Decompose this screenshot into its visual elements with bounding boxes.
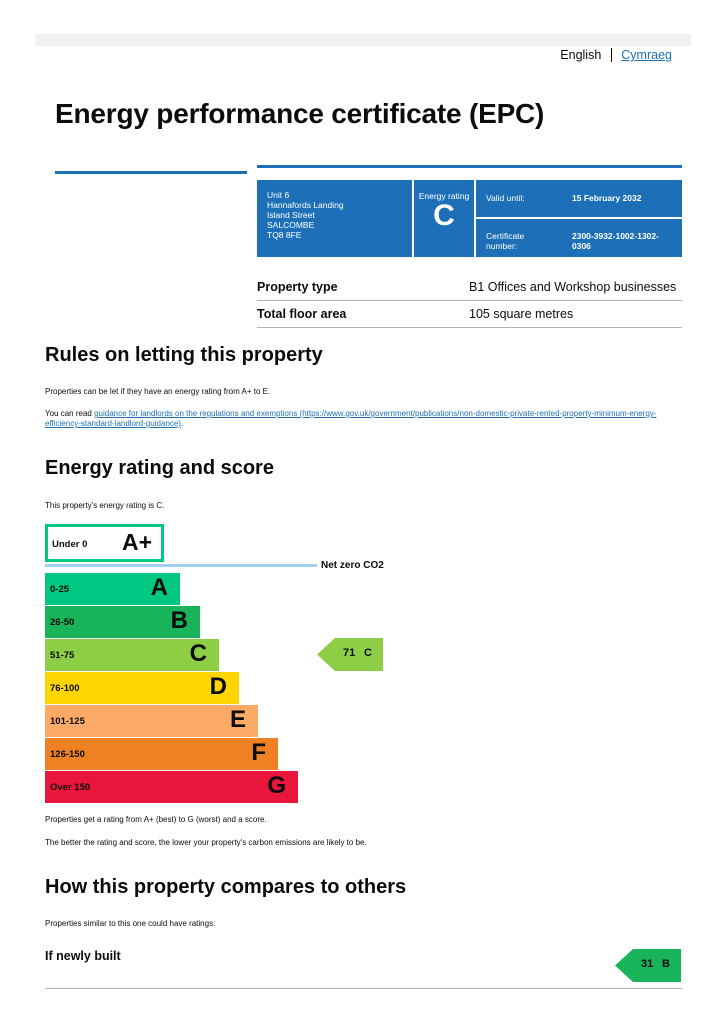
summary-divider: [257, 165, 682, 168]
compare-heading: How this property compares to others: [45, 876, 407, 898]
current-letter: C: [364, 647, 372, 659]
rating-note-1: Properties get a rating from A+ (best) to G (worst) and a score.: [45, 815, 267, 824]
band-range: 126-150: [50, 749, 85, 760]
band-g: [45, 771, 298, 803]
title-divider: [55, 171, 247, 174]
certificate-number-2: 0306: [572, 241, 591, 251]
band-range: 101-125: [50, 716, 85, 727]
address-panel: [257, 180, 412, 257]
newly-built-rating-arrow: [615, 949, 681, 982]
current-rating-arrow: [317, 638, 383, 671]
property-type-value: B1 Offices and Workshop businesses: [469, 280, 677, 294]
certificate-number-1: 2300-3932-1002-1302-: [572, 231, 659, 241]
top-bar: [35, 34, 691, 46]
guidance-suffix: .: [180, 419, 184, 428]
guidance-link-text: guidance for landlords on the regulations and exemptions: [94, 409, 298, 418]
band-a-plus: [45, 524, 164, 562]
valid-until-date: 15 February 2032: [572, 193, 642, 203]
address-line: SALCOMBE: [267, 220, 315, 230]
band-range: 26-50: [50, 617, 75, 628]
guidance-link-url: (https://www.gov.uk/government/publications/non-domestic-private-rented-property-minimum-energy-efficiency-standard-landlord-guidance): [45, 409, 657, 428]
band-range: 0-25: [50, 584, 70, 595]
property-type-label: Property type: [257, 280, 338, 294]
band-letter: A+: [122, 529, 153, 555]
rules-heading: Rules on letting this property: [45, 344, 323, 366]
certificate-number-panel: [476, 219, 682, 257]
newly-built-letter: B: [662, 958, 670, 970]
band-f: [45, 738, 278, 770]
band-c: [45, 639, 219, 671]
band-letter: G: [267, 772, 286, 799]
valid-until-panel: [476, 180, 682, 217]
net-zero-label: Net zero CO2: [321, 560, 384, 571]
floor-area-value: 105 square metres: [469, 307, 574, 321]
band-a: [45, 573, 180, 605]
newly-built-score: 31: [641, 958, 654, 970]
language-english: English: [560, 48, 602, 62]
certificate-label-1: Certificate: [486, 231, 525, 241]
rating-note-2: The better the rating and score, the lower your property's carbon emissions are likely to be.: [45, 838, 367, 847]
address-line: Unit 6: [267, 190, 290, 200]
guidance-link[interactable]: [45, 409, 656, 428]
guidance-prefix: You can read: [45, 409, 95, 418]
band-b: [45, 606, 200, 638]
energy-rating-label: Energy rating: [418, 191, 470, 201]
band-range: 76-100: [50, 683, 80, 694]
language-welsh-link[interactable]: Cymraeg: [621, 48, 672, 62]
band-e: [45, 705, 258, 737]
compare-intro: Properties similar to this one could have ratings:: [45, 919, 216, 928]
band-range: 51-75: [50, 650, 75, 661]
band-letter: E: [229, 706, 246, 733]
property-type-row: [257, 273, 682, 301]
certificate-label-2: number:: [486, 241, 518, 251]
band-letter: A: [150, 574, 168, 601]
band-letter: C: [189, 640, 207, 667]
band-d: [45, 672, 239, 704]
energy-rating-heading: Energy rating and score: [45, 457, 274, 479]
valid-until-label: Valid until:: [486, 193, 525, 203]
current-score: 71: [343, 647, 356, 659]
section-divider: [45, 988, 682, 989]
language-switcher: [560, 48, 672, 62]
energy-rating-letter: C: [433, 199, 455, 232]
energy-rating-intro: This property's energy rating is C.: [45, 501, 165, 510]
energy-rating-panel: [414, 180, 474, 257]
band-letter: D: [209, 673, 227, 700]
address-line: Island Street: [267, 210, 315, 220]
band-range: Under 0: [52, 539, 88, 550]
band-range: Over 150: [50, 782, 91, 793]
floor-area-label: Total floor area: [257, 307, 347, 321]
language-separator: [611, 48, 612, 62]
band-letter: B: [170, 607, 188, 634]
address-line: TQ8 8FE: [267, 230, 302, 240]
guidance-paragraph: [45, 409, 675, 429]
floor-area-row: [257, 300, 682, 328]
band-letter: F: [251, 739, 266, 766]
address-line: Hannafords Landing: [267, 200, 344, 210]
net-zero-line: [45, 564, 317, 567]
newly-built-label: If newly built: [45, 949, 121, 963]
rules-text: Properties can be let if they have an energy rating from A+ to E.: [45, 387, 271, 396]
page-title: Energy performance certificate (EPC): [55, 98, 545, 129]
